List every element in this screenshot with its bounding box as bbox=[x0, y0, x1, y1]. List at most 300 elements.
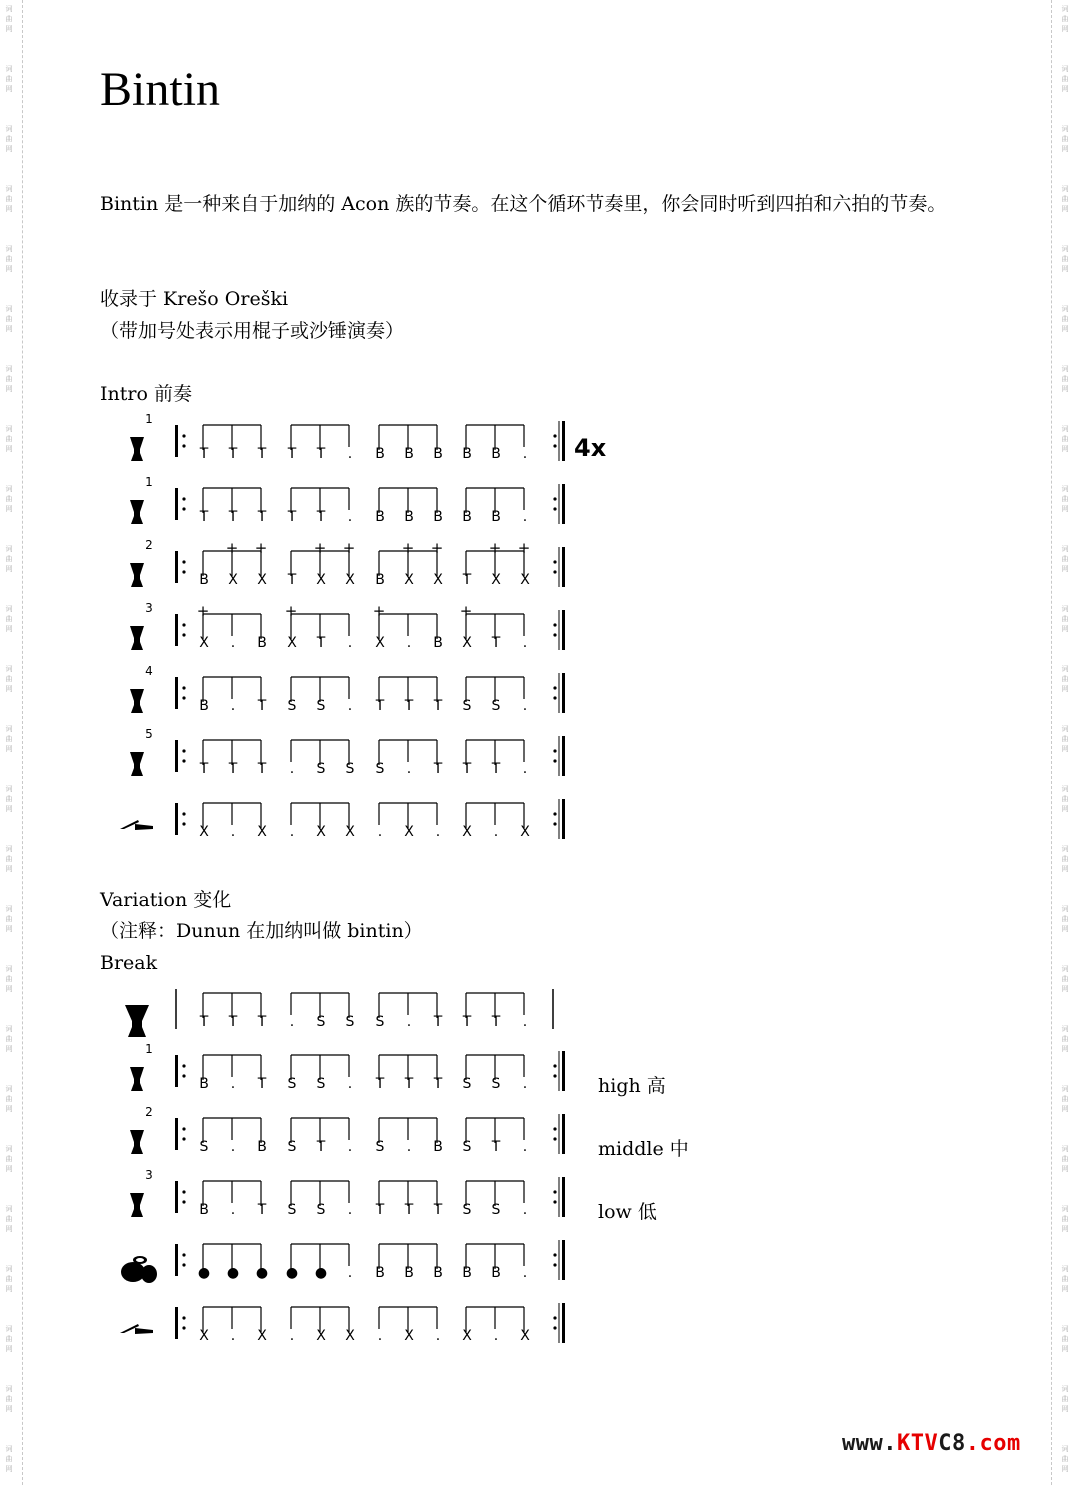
watermark-right: 词 曲 网 bbox=[1061, 1085, 1069, 1113]
note-symbol: . bbox=[377, 824, 383, 840]
djembe-icon bbox=[130, 1130, 144, 1154]
stick-mark: + bbox=[225, 539, 239, 557]
repeat-dot bbox=[182, 1326, 185, 1329]
watermark-left: 词 曲 网 bbox=[5, 365, 13, 393]
credit-note-text: （带加号处表示用棍子或沙锤演奏） bbox=[100, 320, 405, 342]
note-symbol: S bbox=[316, 698, 326, 714]
note-symbol: T bbox=[257, 761, 267, 777]
repeat-dot bbox=[182, 1137, 185, 1140]
note-symbol: T bbox=[228, 446, 238, 462]
repeat-dot bbox=[182, 497, 185, 500]
note-symbol: T bbox=[433, 1202, 443, 1218]
note-symbol: B bbox=[404, 1265, 414, 1281]
repeat-end-bar bbox=[562, 610, 565, 650]
watermark-left: 词 曲 网 bbox=[5, 605, 13, 633]
note-symbol: T bbox=[199, 1014, 209, 1030]
note-symbol: T bbox=[404, 698, 414, 714]
note-symbol: S bbox=[345, 761, 355, 777]
note-symbol: . bbox=[289, 761, 295, 777]
note-symbol: B bbox=[491, 446, 501, 462]
watermark-right: 词 曲 网 bbox=[1061, 1145, 1069, 1173]
repeat-dot bbox=[553, 507, 556, 510]
repeat-end-bar bbox=[562, 1051, 565, 1091]
watermark-left: 词 曲 网 bbox=[5, 65, 13, 93]
repeat-end-bar bbox=[562, 484, 565, 524]
note-symbol: S bbox=[287, 1202, 297, 1218]
djembe-icon bbox=[130, 626, 144, 650]
djembe-icon bbox=[130, 563, 144, 587]
watermark-left: 词 曲 网 bbox=[5, 1265, 13, 1293]
note-symbol: X bbox=[345, 824, 355, 840]
watermark-right: 词 曲 网 bbox=[1061, 185, 1069, 213]
note-symbol: . bbox=[230, 1328, 236, 1344]
note-symbol: S bbox=[375, 1014, 385, 1030]
note-symbol: . bbox=[493, 1328, 499, 1344]
bell-icon-body bbox=[135, 824, 153, 830]
djembe-icon bbox=[130, 500, 144, 524]
note-symbol: T bbox=[316, 446, 326, 462]
note-symbol: ● bbox=[255, 1265, 269, 1281]
site-logo-c8: C8 bbox=[938, 1431, 966, 1456]
repeat-dot bbox=[553, 633, 556, 636]
note-symbol: S bbox=[345, 1014, 355, 1030]
note-symbol: X bbox=[520, 572, 530, 588]
note-symbol: . bbox=[522, 698, 528, 714]
note-symbol: S bbox=[316, 761, 326, 777]
note-symbol: T bbox=[316, 509, 326, 525]
note-symbol: T bbox=[199, 509, 209, 525]
note-symbol: S bbox=[462, 1076, 472, 1092]
note-symbol: X bbox=[520, 824, 530, 840]
watermark-right: 词 曲 网 bbox=[1061, 1205, 1069, 1233]
note-symbol: . bbox=[347, 1202, 353, 1218]
note-symbol: B bbox=[375, 1265, 385, 1281]
note-symbol: X bbox=[491, 572, 501, 588]
note-symbol: B bbox=[491, 509, 501, 525]
repeat-dot bbox=[182, 1127, 185, 1130]
watermark-right: 词 曲 网 bbox=[1061, 785, 1069, 813]
repeat-end-bar bbox=[562, 421, 565, 461]
repeat-dot bbox=[182, 444, 185, 447]
repeat-dot bbox=[182, 507, 185, 510]
row-number: 4 bbox=[145, 664, 153, 678]
note-symbol: S bbox=[199, 1139, 209, 1155]
watermark-right: 词 曲 网 bbox=[1061, 605, 1069, 633]
note-symbol: . bbox=[230, 824, 236, 840]
note-symbol: B bbox=[433, 635, 443, 651]
repeat-start-bar bbox=[175, 677, 178, 709]
note-symbol: B bbox=[433, 1265, 443, 1281]
note-symbol: S bbox=[375, 761, 385, 777]
note-symbol: . bbox=[347, 509, 353, 525]
repeat-dot bbox=[553, 759, 556, 762]
watermark-left: 词 曲 网 bbox=[5, 1205, 13, 1233]
note-symbol: . bbox=[522, 635, 528, 651]
note-symbol: T bbox=[287, 572, 297, 588]
site-logo-www: www. bbox=[842, 1431, 897, 1456]
note-symbol: X bbox=[316, 824, 326, 840]
note-symbol: X bbox=[228, 572, 238, 588]
row-number: 3 bbox=[145, 1168, 153, 1182]
note-symbol: X bbox=[404, 572, 414, 588]
note-symbol: X bbox=[199, 824, 209, 840]
note-symbol: B bbox=[199, 698, 209, 714]
break-heading: Break bbox=[100, 952, 158, 974]
note-symbol: X bbox=[462, 1328, 472, 1344]
note-symbol: X bbox=[316, 572, 326, 588]
repeat-start-bar bbox=[175, 551, 178, 583]
repeat-dot bbox=[553, 1190, 556, 1193]
note-symbol: . bbox=[289, 1328, 295, 1344]
djembe-icon bbox=[130, 752, 144, 776]
note-symbol: T bbox=[257, 509, 267, 525]
note-symbol: T bbox=[404, 1076, 414, 1092]
note-symbol: B bbox=[462, 1265, 472, 1281]
note-symbol: . bbox=[406, 761, 412, 777]
watermark-right: 词 曲 网 bbox=[1061, 665, 1069, 693]
large-djembe-icon bbox=[125, 1005, 149, 1037]
note-symbol: ● bbox=[285, 1265, 299, 1281]
repeat-dot bbox=[553, 1263, 556, 1266]
repeat-dot bbox=[182, 1190, 185, 1193]
note-symbol: ● bbox=[197, 1265, 211, 1281]
note-symbol: X bbox=[462, 824, 472, 840]
row-number: 2 bbox=[145, 1105, 153, 1119]
note-symbol: X bbox=[316, 1328, 326, 1344]
note-symbol: B bbox=[433, 509, 443, 525]
note-symbol: S bbox=[462, 698, 472, 714]
note-symbol: . bbox=[230, 1139, 236, 1155]
stick-mark: + bbox=[459, 602, 473, 620]
row-number: 3 bbox=[145, 601, 153, 615]
note-symbol: T bbox=[287, 509, 297, 525]
note-symbol: . bbox=[406, 635, 412, 651]
variation-note-text: （注释：Dunun 在加纳叫做 bintin） bbox=[100, 920, 423, 942]
djembe-icon bbox=[130, 1067, 144, 1091]
note-symbol: X bbox=[257, 824, 267, 840]
row-number: 2 bbox=[145, 538, 153, 552]
repeat-end-bar bbox=[562, 547, 565, 587]
repeat-dot bbox=[553, 623, 556, 626]
repeat-start-bar bbox=[175, 1307, 178, 1339]
watermark-left: 词 曲 网 bbox=[5, 785, 13, 813]
repeat-end-bar bbox=[562, 1240, 565, 1280]
watermark-right: 词 曲 网 bbox=[1061, 1025, 1069, 1053]
note-symbol: B bbox=[199, 1202, 209, 1218]
repeat-dot bbox=[182, 560, 185, 563]
note-symbol: S bbox=[287, 1139, 297, 1155]
note-symbol: T bbox=[375, 1076, 385, 1092]
note-symbol: T bbox=[462, 761, 472, 777]
stick-mark: + bbox=[401, 539, 415, 557]
note-symbol: . bbox=[347, 698, 353, 714]
note-symbol: T bbox=[491, 761, 501, 777]
note-symbol: S bbox=[375, 1139, 385, 1155]
repeat-end-bar bbox=[562, 673, 565, 713]
repeat-dot bbox=[182, 749, 185, 752]
repeat-dot bbox=[553, 1253, 556, 1256]
repeat-dot bbox=[553, 1200, 556, 1203]
repeat-dot bbox=[182, 434, 185, 437]
djembe-icon bbox=[130, 689, 144, 713]
repeat-dot bbox=[182, 686, 185, 689]
note-symbol: T bbox=[257, 1014, 267, 1030]
repeat-dot bbox=[553, 696, 556, 699]
note-symbol: T bbox=[228, 509, 238, 525]
watermark-right: 词 曲 网 bbox=[1061, 485, 1069, 513]
note-symbol: . bbox=[230, 698, 236, 714]
watermark-left: 词 曲 网 bbox=[5, 1085, 13, 1113]
row-number: 1 bbox=[145, 1042, 153, 1056]
repeat-dot bbox=[553, 497, 556, 500]
note-symbol: T bbox=[375, 698, 385, 714]
repeat-dot bbox=[182, 623, 185, 626]
repeat-dot bbox=[553, 749, 556, 752]
watermark-right: 词 曲 网 bbox=[1061, 965, 1069, 993]
watermark-left: 词 曲 网 bbox=[5, 425, 13, 453]
note-symbol: . bbox=[522, 1202, 528, 1218]
repeat-dot bbox=[553, 434, 556, 437]
repeat-start-bar bbox=[175, 614, 178, 646]
watermark-right: 词 曲 网 bbox=[1061, 1445, 1069, 1473]
note-symbol: X bbox=[257, 1328, 267, 1344]
note-symbol: B bbox=[433, 446, 443, 462]
watermark-right: 词 曲 网 bbox=[1061, 1265, 1069, 1293]
note-symbol: . bbox=[347, 635, 353, 651]
note-symbol: S bbox=[316, 1202, 326, 1218]
repeat-start-bar bbox=[175, 1181, 178, 1213]
note-symbol: T bbox=[462, 572, 472, 588]
repeat-dot bbox=[553, 686, 556, 689]
repeat-start-bar bbox=[175, 803, 178, 835]
stick-mark: + bbox=[254, 539, 268, 557]
watermark-left: 词 曲 网 bbox=[5, 665, 13, 693]
stick-mark: + bbox=[284, 602, 298, 620]
note-symbol: X bbox=[404, 1328, 414, 1344]
repeat-dot bbox=[182, 1263, 185, 1266]
note-symbol: T bbox=[404, 1202, 414, 1218]
watermark-right: 词 曲 网 bbox=[1061, 1385, 1069, 1413]
note-symbol: . bbox=[522, 1265, 528, 1281]
note-symbol: T bbox=[228, 761, 238, 777]
note-symbol: S bbox=[491, 698, 501, 714]
repeat-dot bbox=[182, 570, 185, 573]
note-symbol: . bbox=[347, 1076, 353, 1092]
note-symbol: S bbox=[287, 1076, 297, 1092]
watermark-left: 词 曲 网 bbox=[5, 185, 13, 213]
pitch-label-high: high 高 bbox=[598, 1075, 666, 1097]
repeat-count-label: 4x bbox=[574, 434, 607, 462]
note-symbol: X bbox=[404, 824, 414, 840]
site-logo bbox=[842, 1431, 1021, 1456]
djembe-icon bbox=[130, 437, 144, 461]
dundun-icon-small bbox=[141, 1265, 157, 1283]
watermark-right: 词 曲 网 bbox=[1061, 1325, 1069, 1353]
note-symbol: . bbox=[522, 1076, 528, 1092]
note-symbol: X bbox=[345, 1328, 355, 1344]
note-symbol: B bbox=[462, 446, 472, 462]
watermark-left: 词 曲 网 bbox=[5, 5, 13, 33]
note-symbol: T bbox=[257, 698, 267, 714]
note-symbol: ● bbox=[314, 1265, 328, 1281]
watermark-right: 词 曲 网 bbox=[1061, 245, 1069, 273]
stick-mark: + bbox=[342, 539, 356, 557]
bell-icon-body bbox=[135, 1328, 153, 1334]
repeat-start-bar bbox=[175, 1118, 178, 1150]
note-symbol: . bbox=[493, 824, 499, 840]
site-logo-com: com bbox=[979, 1431, 1021, 1456]
site-logo-ktv: KTV bbox=[896, 1431, 939, 1456]
note-symbol: T bbox=[433, 1076, 443, 1092]
note-symbol: T bbox=[316, 635, 326, 651]
note-symbol: T bbox=[257, 1202, 267, 1218]
note-symbol: . bbox=[347, 446, 353, 462]
note-symbol: T bbox=[287, 446, 297, 462]
repeat-end-bar bbox=[562, 1114, 565, 1154]
note-symbol: . bbox=[230, 1076, 236, 1092]
stick-mark: + bbox=[488, 539, 502, 557]
note-symbol: . bbox=[377, 1328, 383, 1344]
note-symbol: B bbox=[462, 509, 472, 525]
row-number: 1 bbox=[145, 475, 153, 489]
pitch-label-middle: middle 中 bbox=[598, 1138, 689, 1160]
repeat-dot bbox=[553, 822, 556, 825]
page-title: Bintin bbox=[100, 63, 221, 116]
watermark-left: 词 曲 网 bbox=[5, 245, 13, 273]
watermark-right: 词 曲 网 bbox=[1061, 845, 1069, 873]
repeat-start-bar bbox=[175, 425, 178, 457]
note-symbol: . bbox=[522, 761, 528, 777]
repeat-dot bbox=[553, 444, 556, 447]
watermark-left: 词 曲 网 bbox=[5, 1145, 13, 1173]
repeat-end-bar bbox=[562, 1177, 565, 1217]
note-symbol: S bbox=[491, 1076, 501, 1092]
repeat-dot bbox=[553, 1137, 556, 1140]
note-symbol: B bbox=[257, 1139, 267, 1155]
note-symbol: T bbox=[491, 635, 501, 651]
watermark-left: 词 曲 网 bbox=[5, 1445, 13, 1473]
repeat-dot bbox=[553, 1326, 556, 1329]
repeat-dot bbox=[553, 570, 556, 573]
repeat-dot bbox=[182, 1316, 185, 1319]
repeat-dot bbox=[553, 812, 556, 815]
description-text: Bintin 是一种来自于加纳的 Acon 族的节奏。在这个循环节奏里，你会同时听到四拍和六拍的节奏。 bbox=[100, 193, 947, 215]
note-symbol: . bbox=[522, 509, 528, 525]
note-symbol: B bbox=[375, 509, 385, 525]
repeat-dot bbox=[182, 1253, 185, 1256]
repeat-start-bar bbox=[175, 1244, 178, 1276]
note-symbol: X bbox=[287, 635, 297, 651]
note-symbol: . bbox=[435, 1328, 441, 1344]
intro-heading: Intro 前奏 bbox=[100, 383, 192, 405]
repeat-dot bbox=[182, 1064, 185, 1067]
repeat-dot bbox=[182, 1074, 185, 1077]
stick-mark: + bbox=[372, 602, 386, 620]
variation-heading: Variation 变化 bbox=[100, 889, 232, 911]
repeat-dot bbox=[182, 759, 185, 762]
note-symbol: S bbox=[316, 1076, 326, 1092]
note-symbol: . bbox=[406, 1014, 412, 1030]
repeat-dot bbox=[553, 1064, 556, 1067]
repeat-dot bbox=[182, 1200, 185, 1203]
note-symbol: B bbox=[404, 446, 414, 462]
repeat-start-bar bbox=[175, 1055, 178, 1087]
repeat-end-bar bbox=[562, 799, 565, 839]
watermark-left: 词 曲 网 bbox=[5, 965, 13, 993]
note-symbol: S bbox=[491, 1202, 501, 1218]
watermark-left: 词 曲 网 bbox=[5, 485, 13, 513]
watermark-left: 词 曲 网 bbox=[5, 905, 13, 933]
note-symbol: T bbox=[257, 446, 267, 462]
note-symbol: X bbox=[345, 572, 355, 588]
watermark-left: 词 曲 网 bbox=[5, 1325, 13, 1353]
repeat-start-bar bbox=[175, 740, 178, 772]
stick-mark: + bbox=[517, 539, 531, 557]
note-symbol: . bbox=[230, 1202, 236, 1218]
note-symbol: X bbox=[257, 572, 267, 588]
stick-mark: + bbox=[430, 539, 444, 557]
note-symbol: . bbox=[522, 1014, 528, 1030]
note-symbol: X bbox=[462, 635, 472, 651]
watermark-left: 词 曲 网 bbox=[5, 845, 13, 873]
note-symbol: X bbox=[433, 572, 443, 588]
note-symbol: T bbox=[316, 1139, 326, 1155]
note-symbol: T bbox=[462, 1014, 472, 1030]
pitch-label-low: low 低 bbox=[598, 1201, 657, 1223]
note-symbol: B bbox=[433, 1139, 443, 1155]
note-symbol: T bbox=[199, 761, 209, 777]
note-symbol: B bbox=[375, 572, 385, 588]
note-symbol: B bbox=[199, 1076, 209, 1092]
note-symbol: T bbox=[433, 698, 443, 714]
note-symbol: T bbox=[257, 1076, 267, 1092]
stick-mark: + bbox=[313, 539, 327, 557]
repeat-dot bbox=[182, 822, 185, 825]
repeat-end-bar bbox=[562, 736, 565, 776]
watermark-right: 词 曲 网 bbox=[1061, 65, 1069, 93]
site-logo-dot: . bbox=[965, 1431, 980, 1456]
watermark-right: 词 曲 网 bbox=[1061, 125, 1069, 153]
note-symbol: . bbox=[230, 635, 236, 651]
note-symbol: B bbox=[375, 446, 385, 462]
note-symbol: T bbox=[433, 1014, 443, 1030]
note-symbol: T bbox=[491, 1139, 501, 1155]
note-symbol: . bbox=[435, 824, 441, 840]
watermark-right: 词 曲 网 bbox=[1061, 425, 1069, 453]
note-symbol: B bbox=[199, 572, 209, 588]
djembe-icon bbox=[130, 1193, 144, 1217]
repeat-dot bbox=[553, 1074, 556, 1077]
watermark-right: 词 曲 网 bbox=[1061, 305, 1069, 333]
repeat-dot bbox=[553, 1127, 556, 1130]
row-number: 1 bbox=[145, 412, 153, 426]
repeat-end-bar bbox=[562, 1303, 565, 1343]
watermark-right: 词 曲 网 bbox=[1061, 5, 1069, 33]
note-symbol: S bbox=[287, 698, 297, 714]
note-symbol: T bbox=[433, 761, 443, 777]
repeat-dot bbox=[182, 633, 185, 636]
note-symbol: X bbox=[375, 635, 385, 651]
note-symbol: . bbox=[406, 1139, 412, 1155]
repeat-dot bbox=[182, 812, 185, 815]
watermark-left: 词 曲 网 bbox=[5, 1025, 13, 1053]
watermark-left: 词 曲 网 bbox=[5, 125, 13, 153]
credit-text: 收录于 Krešo Oreški bbox=[100, 288, 289, 310]
note-symbol: . bbox=[522, 446, 528, 462]
note-symbol: X bbox=[520, 1328, 530, 1344]
repeat-dot bbox=[553, 1316, 556, 1319]
note-symbol: T bbox=[228, 1014, 238, 1030]
